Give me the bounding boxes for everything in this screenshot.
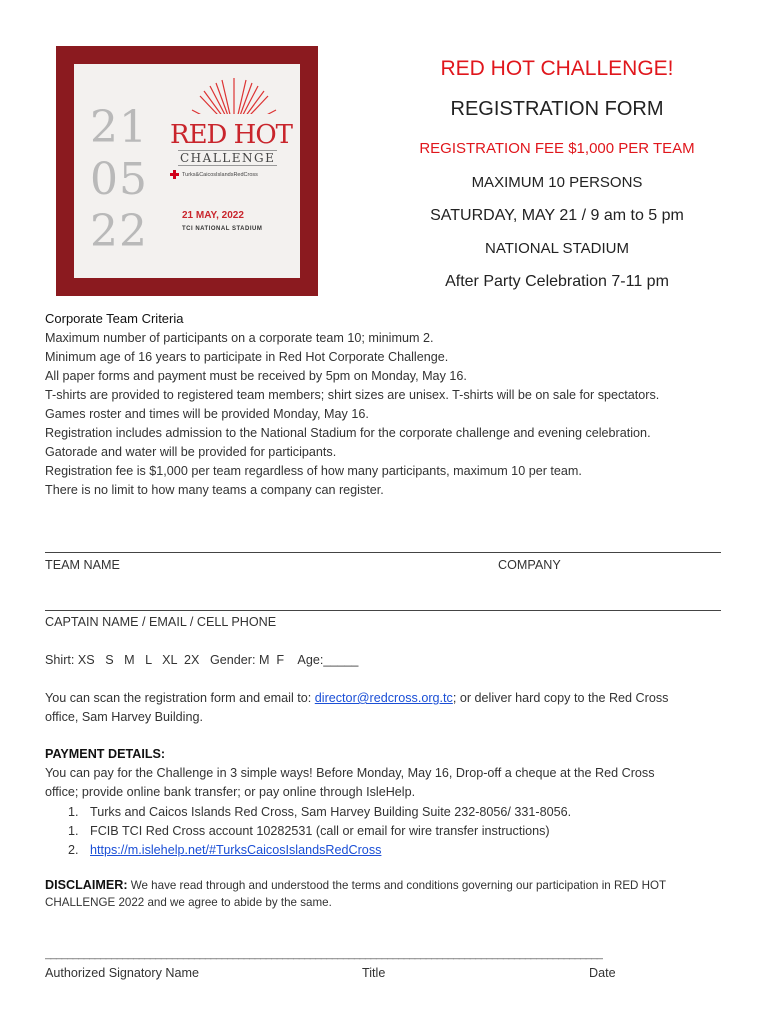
team-name-label: TEAM NAME [45,558,120,572]
signature-line[interactable]: _____________________________________________________________________________________________________ [45,948,603,960]
max-persons: MAXIMUM 10 PERSONS [471,174,643,191]
event-venue: NATIONAL STADIUM [485,240,629,257]
list-item: 2. https://m.islehelp.net/#TurksCaicosIslandsRedCross [68,843,382,857]
criteria-line: T-shirts are provided to registered team members; shirt sizes are unisex. T-shirts will be on sale for spectators. [45,388,660,402]
event-date: SATURDAY, MAY 21 / 9 am to 5 pm [430,207,684,224]
company-label: COMPANY [498,558,561,572]
criteria-line: Gatorade and water will be provided for participants. [45,445,337,459]
after-party: After Party Celebration 7-11 pm [445,273,669,290]
criteria-line: Registration includes admission to the National Stadium for the corporate challenge and evening celebration. [45,426,651,440]
signatory-name-label: Authorized Signatory Name [45,966,200,980]
scan-text-post: ; or deliver hard copy to the Red Cross [452,691,669,705]
disclaimer-line2: CHALLENGE 2022 and we agree to abide by the same. [45,896,332,909]
event-poster [56,46,318,296]
shirt-gender-age[interactable]: Shirt: XS S M L XL 2X Gender: M F Age:_____ [45,653,359,667]
criteria-heading: Corporate Team Criteria [45,311,184,326]
disclaimer-text: We have read through and understood the terms and conditions governing our participation in RED HOT [127,879,667,892]
poster-challenge: CHALLENGE [180,151,276,165]
criteria-line: There is no limit to how many teams a company can register. [45,483,384,497]
event-title: RED HOT CHALLENGE! [440,57,674,80]
scan-instructions-line2: office, Sam Harvey Building. [45,710,203,724]
payment-intro: You can pay for the Challenge in 3 simple ways! Before Monday, May 16, Drop-off a cheque at the Red Cross [45,766,655,780]
disclaimer [45,878,666,892]
signature-date-label: Date [589,966,616,980]
payment-heading: PAYMENT DETAILS: [45,747,166,761]
poster-month: 05 [90,154,148,205]
poster-day: 21 [90,102,148,153]
scan-instructions [45,691,668,705]
poster-event-date: 21 MAY, 2022 [182,210,244,221]
list-item: 1. Turks and Caicos Islands Red Cross, Sam Harvey Building Suite 232-8056/ 331-8056. [68,805,572,819]
poster-date [90,102,148,258]
list-item: 1. FCIB TCI Red Cross account 10282531 (call or email for wire transfer instructions) [68,824,550,838]
form-title: REGISTRATION FORM [450,98,664,120]
criteria-line: Maximum number of participants on a corporate team 10; minimum 2. [45,331,434,345]
registration-fee: REGISTRATION FEE $1,000 PER TEAM [419,140,695,157]
criteria-line: Registration fee is $1,000 per team regardless of how many participants, maximum 10 per team. [45,464,582,478]
poster-venue: TCI NATIONAL STADIUM [182,226,263,232]
disclaimer-label: DISCLAIMER: [45,878,128,892]
criteria-line: Minimum age of 16 years to participate in Red Hot Corporate Challenge. [45,350,449,364]
poster-org: Turks&CaicosIslandsRedCross [182,172,258,178]
team-company-field[interactable] [45,552,721,553]
scan-text: You can scan the registration form and email to: [45,691,315,705]
criteria-list [45,329,659,500]
payment-options [68,803,571,860]
islehelp-link[interactable]: https://m.islehelp.net/#TurksCaicosIslandsRedCross [90,843,382,857]
poster-year: 22 [90,206,148,257]
poster-card [74,64,300,278]
captain-label: CAPTAIN NAME / EMAIL / CELL PHONE [45,615,277,629]
signatory-title-label: Title [362,966,386,980]
criteria-line: Games roster and times will be provided Monday, May 16. [45,407,369,421]
poster-logo: RED HOT [170,120,292,150]
captain-field[interactable] [45,610,721,611]
payment-intro-line2: office; provide online bank transfer; or pay online through IsleHelp. [45,785,416,799]
email-link[interactable]: director@redcross.org.tc [314,691,453,705]
criteria-line: All paper forms and payment must be received by 5pm on Monday, May 16. [45,369,467,383]
